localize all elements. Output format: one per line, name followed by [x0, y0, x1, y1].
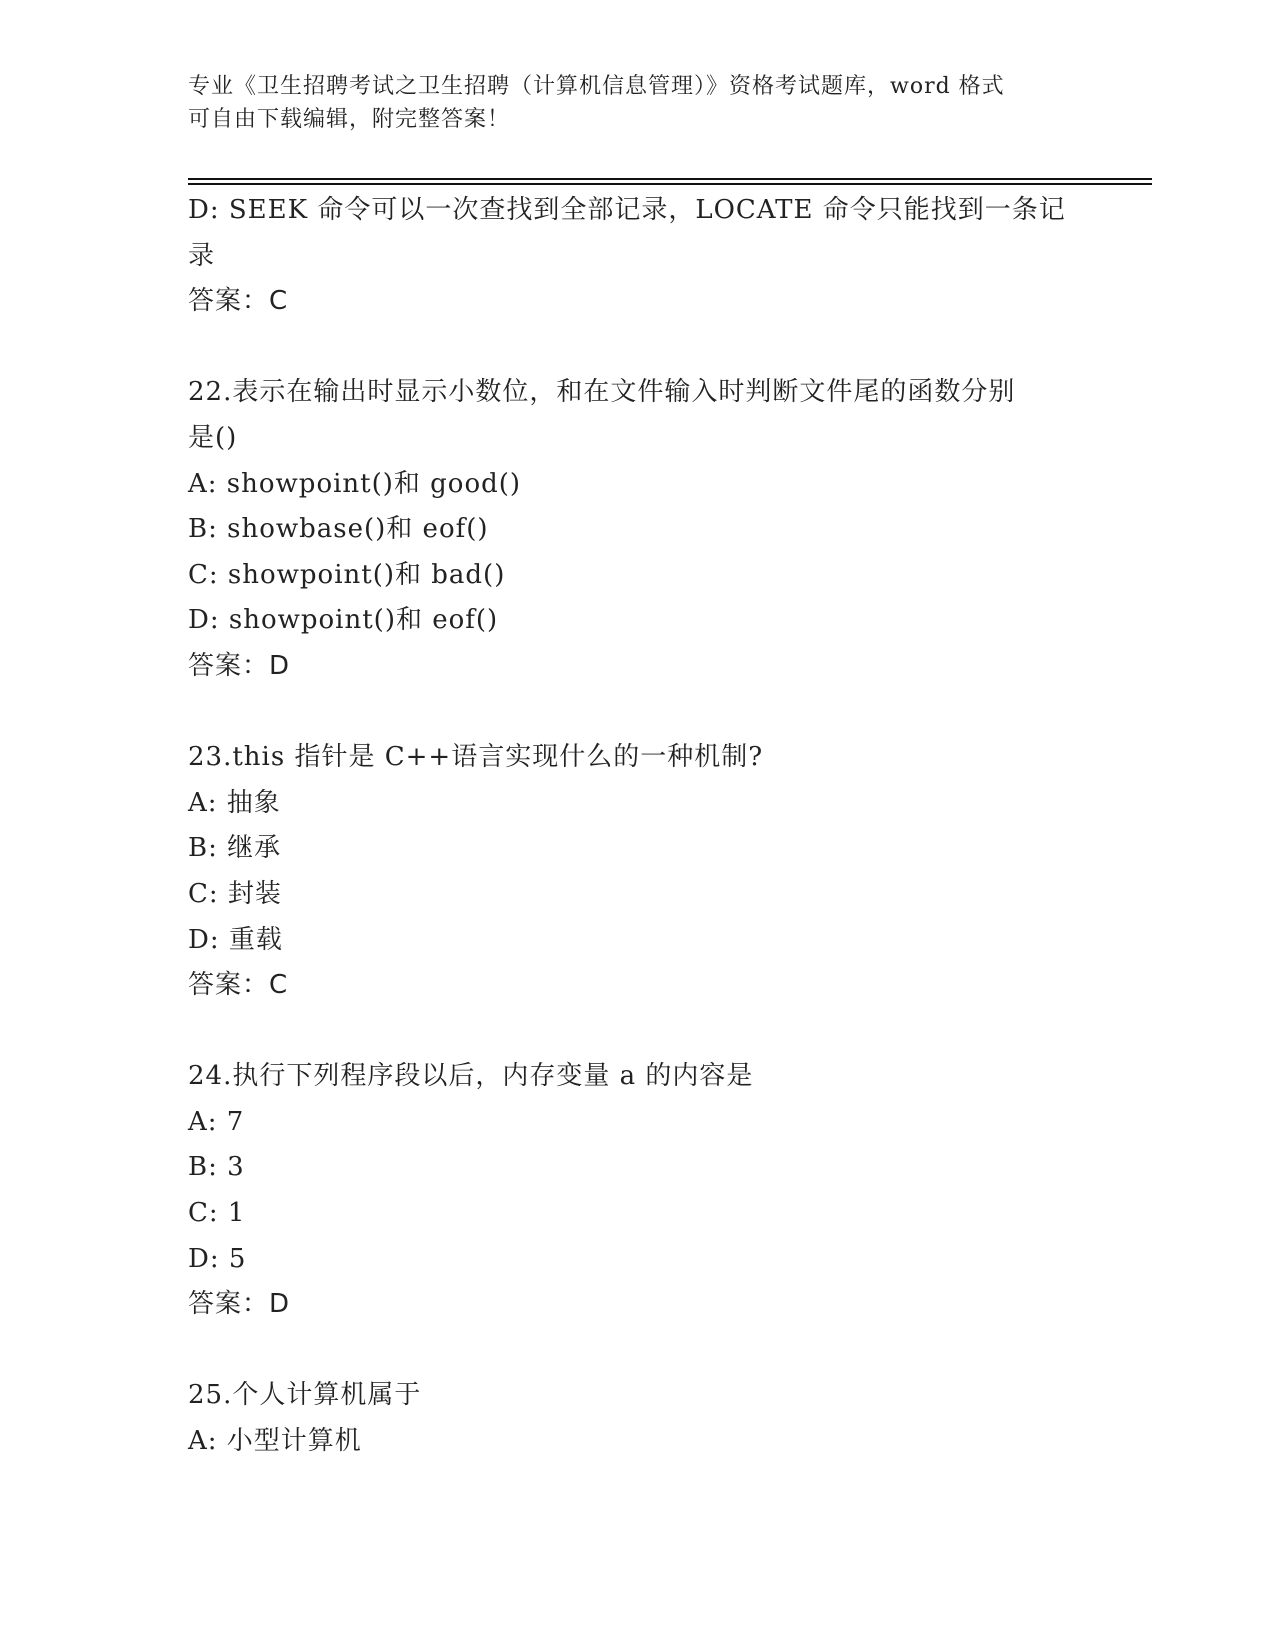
page-header: [188, 70, 1068, 136]
spacer: [188, 325, 1088, 371]
option-b: B: 3: [188, 1152, 245, 1183]
answer-line: 答案：C: [188, 286, 289, 317]
answer-line: 答案：C: [188, 970, 289, 1001]
option-b: B: showbase()和 eof(): [188, 514, 489, 545]
option-d: D: showpoint()和 eof(): [188, 605, 499, 636]
option-d-continued: 录: [188, 240, 216, 271]
option-a: A: 小型计算机: [188, 1426, 362, 1457]
question-stem: 25.个人计算机属于: [188, 1380, 422, 1411]
header-line-2: 可自由下载编辑，附完整答案！: [188, 107, 511, 132]
header-line-1: 专业《卫生招聘考试之卫生招聘（计算机信息管理）》资格考试题库，word 格式: [188, 74, 1005, 99]
spacer: [188, 1328, 1088, 1374]
question-stem: 23.this 指针是 C++语言实现什么的一种机制?: [188, 742, 764, 773]
question-stem: 22.表示在输出时显示小数位，和在文件输入时判断文件尾的函数分别: [188, 377, 1016, 408]
answer-line: 答案：D: [188, 1289, 291, 1320]
spacer: [188, 690, 1088, 736]
question-stem: 24.执行下列程序段以后，内存变量 a 的内容是: [188, 1061, 754, 1092]
answer-line: 答案：D: [188, 650, 291, 681]
question-stem-continued: 是(): [188, 422, 238, 453]
question-content: [188, 188, 1088, 1465]
header-divider-top: [188, 178, 1152, 180]
option-d: D: 重载: [188, 924, 283, 955]
option-c: C: showpoint()和 bad(): [188, 559, 506, 590]
option-a: A: showpoint()和 good(): [188, 468, 522, 499]
option-d: D: 5: [188, 1243, 247, 1274]
header-divider-bottom: [188, 183, 1152, 185]
option-c: C: 封装: [188, 878, 282, 909]
option-d: D: SEEK 命令可以一次查找到全部记录，LOCATE 命令只能找到一条记: [188, 195, 1066, 225]
spacer: [188, 1009, 1088, 1055]
option-c: C: 1: [188, 1198, 246, 1229]
option-a: A: 7: [188, 1106, 245, 1137]
option-a: A: 抽象: [188, 787, 281, 818]
option-b: B: 继承: [188, 833, 282, 864]
